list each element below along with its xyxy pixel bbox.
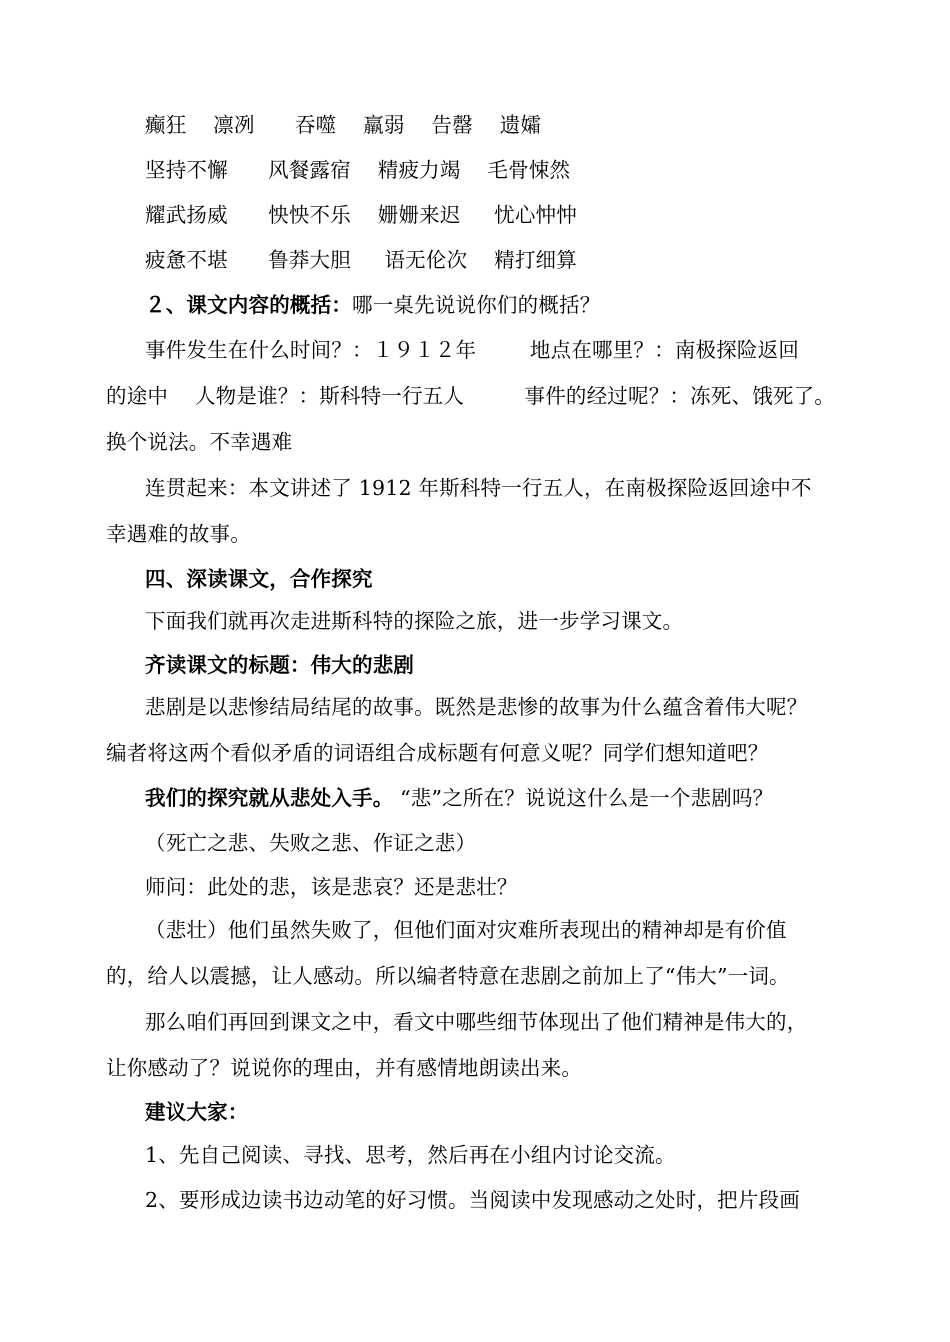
section-4-intro: 下面我们就再次走进斯科特的探险之旅，进一步学习课文。 [145,609,684,633]
suggestion-item-1: 1、先自己阅读、寻找、思考，然后再在小组内讨论交流。 [145,1143,676,1167]
question-line-2: 编者将这两个看似矛盾的词语组合成标题有何意义呢？同学们想知道吧？ [106,741,769,765]
three-sorrows-line: （死亡之悲、失败之悲、作证之悲） [145,831,477,855]
summary-paragraph-2-line-1: 连贯起来：本文讲述了 1912 年斯科特一行五人，在南极探险返回途中不 [145,476,812,500]
summary-paragraph-1-line-1: 事件发生在什么时间？：１９１２年 地点在哪里？：南极探险返回 [145,338,800,362]
summary-heading [145,290,600,320]
question-line-1: 悲剧是以悲惨结局结尾的故事。既然是悲惨的故事为什么蕴含着伟大呢？ [145,695,808,719]
teacher-question-line: 师问：此处的悲，该是悲哀？还是悲壮？ [145,875,518,899]
suggestions-heading: 建议大家： [145,1100,249,1124]
suggestion-item-2: 2、要形成边读书边动笔的好习惯。当阅读中发现感动之处时，把片段画 [145,1188,800,1212]
summary-heading-bold: ２、课文内容的概括： [145,293,352,317]
return-line-1: 那么咱们再回到课文之中，看文中哪些细节体现出了他们精神是伟大的， [145,1010,808,1034]
answer-line-1: （悲壮）他们虽然失败了，但他们面对灾难所表现出的精神却是有价值 [145,918,787,942]
summary-paragraph-2-line-2: 幸遇难的故事。 [106,522,251,546]
vocab-row-3: 耀武扬威 怏怏不乐 姗姗来迟 忧心忡忡 [145,203,577,227]
vocab-row-1: 癫狂 凛冽 吞噬 羸弱 告罄 遗孀 [145,113,542,137]
section-4-heading: 四、深读课文，合作探究 [145,567,373,591]
title-reading-line: 齐读课文的标题：伟大的悲剧 [145,653,415,677]
summary-paragraph-1-line-2: 的途中 人物是谁？：斯科特一行五人 事件的经过呢？：冻死、饿死了。 [106,384,836,408]
explore-line [145,783,773,813]
vocab-row-4: 疲惫不堪 鲁莽大胆 语无伦次 精打细算 [145,248,577,272]
summary-paragraph-1-line-3: 换个说法。不幸遇难 [106,430,293,454]
explore-bold: 我们的探究就从悲处入手。 [145,786,394,810]
vocab-row-2: 坚持不懈 风餐露宿 精疲力竭 毛骨悚然 [145,158,571,182]
summary-heading-rest: 哪一桌先说说你们的概括？ [352,293,601,317]
return-line-2: 让你感动了？说说你的理由，并有感情地朗读出来。 [106,1056,583,1080]
explore-rest: “悲”之所在？说说这什么是一个悲剧吗？ [393,786,774,810]
answer-line-2: 的，给人以震撼，让人感动。所以编者特意在悲剧之前加上了“伟大”一词。 [106,964,790,988]
